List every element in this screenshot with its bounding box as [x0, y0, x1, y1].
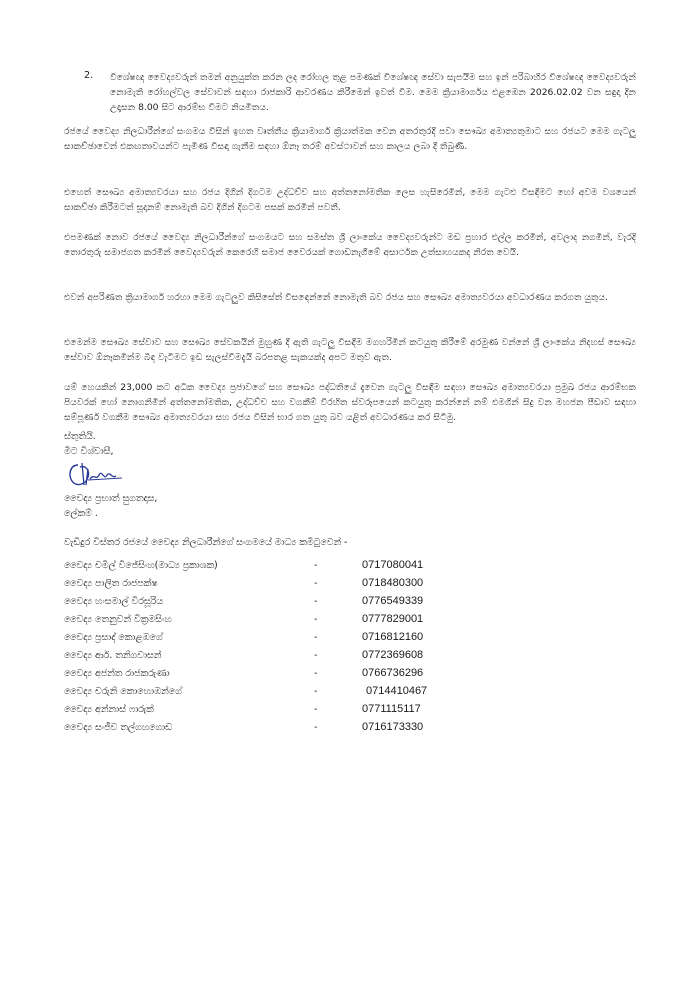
contact-row	[64, 665, 484, 683]
contact-dash: -	[314, 704, 318, 715]
contact-row	[64, 683, 484, 701]
paragraph-6: යම් හෙයකින් 23,000 කට අධික වෛද්‍ය ප්‍රජාවගේ සහ සෞඛ්‍ය පද්ධතියේ දැවෙන ගැටලු විසඳීම සඳහා සෞඛ්‍ය අමාත්‍යවරයා ප්‍රමුඛ රජය ආරම්භක පියවරක් හෝ නොගනිමින් අත්තනෝමතික, උද්ධච්ච සහ වගකීම් විරහිත ස්වරූපයෙන් කටයුතු කරන්නේ නම් එමගින් සිදු වන මහජන පීඩාව සඳහා සම්පූර්ණ වගකීම සෞඛ්‍ය අමාත්‍යවරයා සහ රජය විසින් භාර ගත යුතු බව යළිත් අවධාරණය කර සිටිමු.	[64, 382, 636, 423]
contact-name: වෛද්‍ය ආර්. තනිගවාසන්	[64, 650, 162, 661]
contact-row	[64, 647, 484, 665]
contact-dash: -	[314, 650, 318, 661]
contact-dash: -	[314, 596, 318, 607]
list-item-number: 2.	[84, 70, 94, 81]
contact-dash: -	[314, 722, 318, 733]
contact-phone: 0766736296	[362, 667, 424, 679]
contact-phone: 0771115117	[362, 703, 421, 715]
contact-name: වෛද්‍ය චරුනි කොහොඹන්ගේ	[64, 686, 182, 697]
contacts-list	[64, 557, 484, 737]
contact-phone: 0772369608	[362, 649, 424, 661]
contact-phone: 0776549339	[362, 595, 424, 607]
signatory-name: වෛද්‍ය ප්‍රභාත් සුගතදාස,	[64, 493, 158, 504]
contact-row	[64, 611, 484, 629]
contact-phone: 0718480300	[362, 577, 424, 589]
paragraph-5: එමෙන්ම සෞඛ්‍ය සේවාව සහ සෞඛ්‍ය සේවකයින් මුහුණ දී ඇති ගැටලු විසඳීම මගහරිමින් කටයුතු කිරීමේ අරමුණ වන්නේ ශ්‍රී ලාංකේය නිදහස් සෞඛ්‍ය සේවාව ඕනෑකමින්ම බිඳ වැටීමට ඉඩ සැලස්වීමදැයි බරපතළ සැකයක්ද අපට මතුව ඇත.	[64, 337, 636, 363]
contact-row	[64, 701, 484, 719]
contacts-heading: වැඩිදුර විස්තර රජයේ වෛද්‍ය නිලධාරීන්ගේ සංගමයේ මාධ්‍ය කමිටුවෙන් -	[64, 537, 348, 548]
contact-row	[64, 575, 484, 593]
contact-name: වෛද්‍ය හංසමාල් විරසූරිය	[64, 596, 164, 607]
contact-name: වෛද්‍ය චමිල් විජේසිංහ(මාධ්‍ය ප්‍රකාශක)	[64, 560, 218, 571]
paragraph-2: එහෙත් සෞඛ්‍ය අමාත්‍යවරයා සහ රජය දිගින් දිගටම උද්ධච්ච සහ අත්තනෝමතික ලෙස හැසිරෙමින්, මෙම ගැටළු විසඳීමට හෝ අවම වශයෙන් සාකච්ඡා කිරීමටත් සූදානම් නොමැති බව දිගින් දිගටම පසක් කරමින් පවතී.	[64, 187, 636, 213]
contact-dash: -	[314, 686, 318, 697]
contact-dash: -	[314, 668, 318, 679]
contact-phone: 0717080041	[362, 559, 424, 571]
contact-name: වෛද්‍ය තෙනුවන් වික්‍රමසිංහ	[64, 614, 172, 625]
contact-row	[64, 593, 484, 611]
paragraph-1: රජයේ වෛද්‍ය නිලධාරීන්ගේ සංගමය විසින් ඉහත වෘත්තීය ක්‍රියාමාර්ග ක්‍රියාත්මක වෙන අතරතුරදී පවා සෞඛ්‍ය අමාත්‍යතුමාට සහ රජයට මෙම ගැටලු සාකච්ඡාවෙන් එකඟතාවයන්ට පැමිණ විසඳා ගැනීම සඳහා ඕනෑ තරම් අවස්ථාවන් සහ කාලය ලබා දී තිබුණි.	[64, 126, 636, 152]
contact-name: වෛද්‍ය අජන්ත රාජකරුණා	[64, 668, 170, 679]
contact-phone: 0716173330	[362, 721, 424, 733]
contact-dash: -	[314, 614, 318, 625]
closing-faithfully: මීට විශ්වාසී,	[64, 446, 114, 457]
contact-name: වෛද්‍ය පාලිත රාජපක්ෂ	[64, 578, 158, 589]
contact-row	[64, 629, 484, 647]
contact-row	[64, 557, 484, 575]
signatory-title: ලේකම් .	[64, 508, 98, 519]
signature-image	[64, 459, 126, 489]
list-item-text: විශේෂඥ වෛද්‍යවරුන් තමන් අනුයුක්ත කරන ලද රෝහල තුළ පමණක් විශේෂඥ සේවා සැපයීම සහ ඉන් පරිබාහිර විශේෂඥ වෛද්‍යවරුන් නොමැති රෝහල්වල සේවාවන් සඳහා රාජකාරි ආවරණය කිරීමෙන් ඉවත් වීම. මෙම ක්‍රියාමාර්ගය එළඹෙන 2026.02.02 වන සඳුදා දින උදෑසන 8.00 සිට ආරම්භ වීමට නියමිතය.	[110, 72, 636, 113]
contact-dash: -	[314, 578, 318, 589]
closing-thanks: ස්තුතියි.	[64, 431, 96, 442]
contact-row	[64, 719, 484, 737]
paragraph-4: එවන් අපරිණත ක්‍රියාමාර්ග හරහා මෙම ගැටලුව කිසිසේත් විසඳෙන්නේ නොමැති බව රජය සහ සෞඛ්‍ය අමාත්‍යවරයා අවධාරණය කරගත යුතුය.	[64, 292, 608, 303]
contact-phone: 0714410467	[366, 685, 428, 697]
contact-phone: 0716812160	[362, 631, 424, 643]
contact-name: වෛද්‍ය සංජීව තල්ගහගොඩ	[64, 722, 173, 733]
paragraph-3: එපමණක් නොව රජයේ වෛද්‍ය නිලධාරීන්ගේ සංගමයට සහ සමස්ත ශ්‍රී ලාංකේය වෛද්‍යවරුන්ට මඩ ප්‍රහාර එල්ල කරමින්, අවලාද නගමින්, වැරදි තොරතුරු සමාජගත කරමින් වෛද්‍යවරුන් කෙරෙහි සමාජ වෛරයක් ගොඩනැගීමේ අසාර්ථක උත්සාහයකද නිරත වෙයි.	[64, 232, 636, 258]
contact-dash: -	[314, 560, 318, 571]
contact-name: වෛද්‍ය අන්නාස් ෆාරුක්	[64, 704, 154, 715]
contact-phone: 0777829001	[362, 613, 424, 625]
contact-name: වෛද්‍ය ප්‍රසාද් කොළඹගේ	[64, 632, 163, 643]
contact-dash: -	[314, 632, 318, 643]
